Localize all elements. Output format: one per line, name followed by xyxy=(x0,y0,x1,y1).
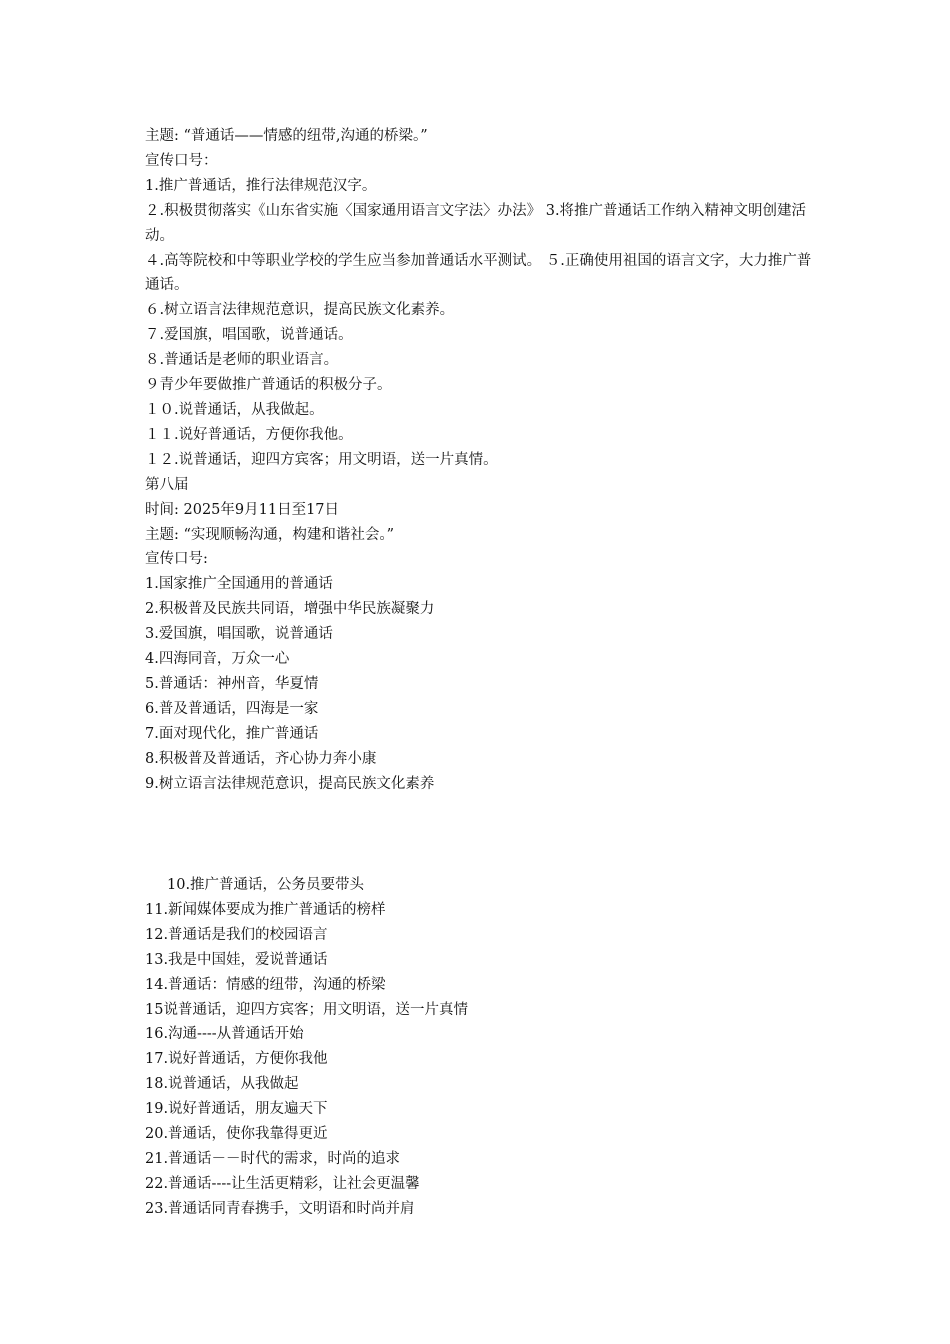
slogan-item: 7.面对现代化，推广普通话 xyxy=(145,725,319,742)
text-block-lower xyxy=(145,873,825,1222)
slogan-item: １０.说普通话，从我做起。 xyxy=(145,401,324,418)
slogan-item: 15说普通话，迎四方宾客；用文明语，送一片真情 xyxy=(145,1001,468,1018)
slogan-item: ７.爱国旗，唱国歌，说普通话。 xyxy=(145,327,353,344)
slogan-item: 11.新闻媒体要成为推广普通话的榜样 xyxy=(145,901,386,918)
slogan-item: ６.树立语言法律规范意识，提高民族文化素养。 xyxy=(145,302,455,319)
slogan-item: 12.普通话是我们的校园语言 xyxy=(145,926,328,943)
slogan-item: ９青少年要做推广普通话的积极分子。 xyxy=(145,377,392,394)
theme-line: 主题: “普通话——情感的纽带,沟通的桥梁。” xyxy=(145,128,428,144)
slogan-item: ８.普通话是老师的职业语言。 xyxy=(145,352,339,369)
theme-line: 主题: “实现顺畅沟通，构建和谐社会。” xyxy=(145,526,395,543)
slogan-item: 4.四海同音，万众一心 xyxy=(145,651,290,668)
slogan-item: ４.高等院校和中等职业学校的学生应当参加普通话水平测试。 ５.正确使用祖国的语言文字，大力推广普通话。 xyxy=(145,252,812,294)
slogan-item: 16.沟通----从普通话开始 xyxy=(145,1026,304,1043)
slogan-item: 9.树立语言法律规范意识，提高民族文化素养 xyxy=(145,775,435,792)
time-line: 时间: 2025年9月11日至17日 xyxy=(145,501,340,518)
slogan-item: 3.爱国旗，唱国歌，说普通话 xyxy=(145,626,333,643)
session-heading: 第八届 xyxy=(145,476,189,493)
slogan-item: 23.普通话同青春携手，文明语和时尚并肩 xyxy=(145,1200,415,1217)
slogan-item: 14.普通话：情感的纽带，沟通的桥梁 xyxy=(145,976,386,993)
slogan-item: １２.说普通话，迎四方宾客；用文明语，送一片真情。 xyxy=(145,451,498,468)
slogan-item: １１.说好普通话，方便你我他。 xyxy=(145,426,353,443)
slogan-item: 21.普通话－－时代的需求，时尚的追求 xyxy=(145,1150,401,1167)
slogan-heading: 宣传口号: xyxy=(145,551,208,568)
slogan-item: 8.积极普及普通话，齐心协力奔小康 xyxy=(145,750,377,767)
slogan-item: 10.推广普通话，公务员要带头 xyxy=(167,877,365,893)
slogan-item: 5.普通话：神州音，华夏情 xyxy=(145,675,319,692)
text-block-upper xyxy=(145,124,825,796)
slogan-item: 2.积极普及民族共同语，增强中华民族凝聚力 xyxy=(145,601,435,618)
slogan-item: 6.普及普通话，四海是一家 xyxy=(145,700,319,717)
slogan-heading: 宣传口号： xyxy=(145,152,218,169)
slogan-item: 18.说普通话，从我做起 xyxy=(145,1076,299,1093)
slogan-item: 20.普通话，使你我靠得更近 xyxy=(145,1126,328,1143)
slogan-item: 22.普通话----让生活更精彩，让社会更温馨 xyxy=(145,1175,420,1192)
slogan-item: ２.积极贯彻落实《山东省实施〈国家通用语言文字法〉办法》 3.将推广普通话工作纳入精神文明创建活动。 xyxy=(145,202,807,244)
slogan-item: 17.说好普通话，方便你我他 xyxy=(145,1051,328,1068)
slogan-item: 13.我是中国娃，爱说普通话 xyxy=(145,951,328,968)
slogan-item: 1.推广普通话，推行法律规范汉字。 xyxy=(145,177,377,194)
slogan-item: 19.说好普通话，朋友遍天下 xyxy=(145,1101,328,1118)
slogan-item: 1.国家推广全国通用的普通话 xyxy=(145,576,333,593)
